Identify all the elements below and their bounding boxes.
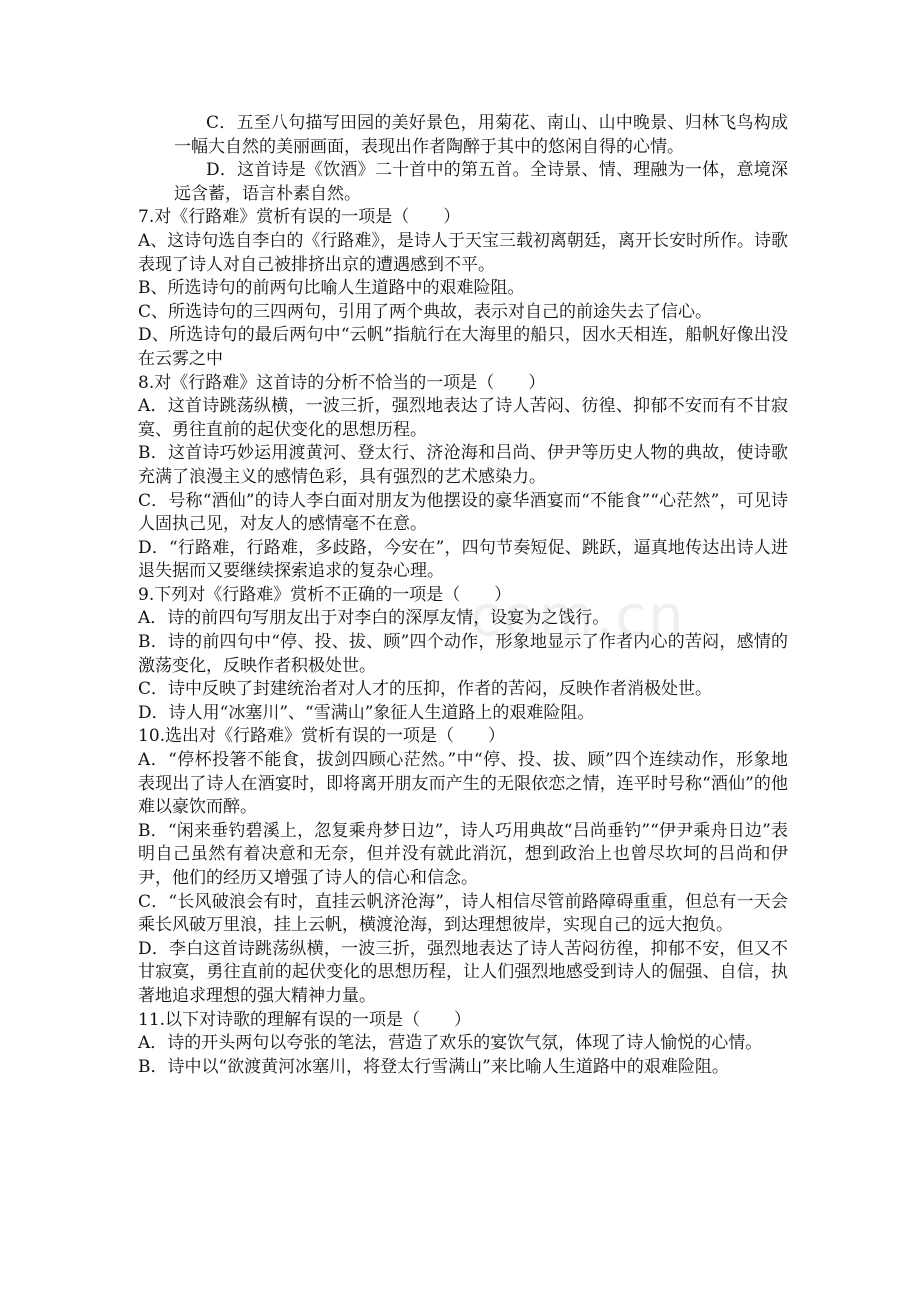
question-7-option-c: C、所选诗句的三四两句，引用了两个典故，表示对自己的前途失去了信心。 (138, 301, 713, 322)
question-10-option-d: D．李白这首诗跳荡纵横，一波三折，强烈地表达了诗人苦闷彷徨，抑郁不安，但又不甘寂寞，勇往直前的起伏变化的思想历程，让人们强烈地感受到诗人的倔强、自信，执著地追求理想的强大精神力量。 (138, 938, 788, 1006)
question-9-option-b: B．诗的前四句中“停、投、拔、顾”四个动作，形象地显示了作者内心的苦闷，感情的激荡变化，反映作者积极处世。 (138, 632, 788, 676)
question-10-option-a: A．“停杯投箸不能食，拔剑四顾心茫然。”中“停、投、拔、顾”四个连续动作，形象地表现出了诗人在酒宴时，即将离开朋友而产生的无限依恋之情，连平时号称“酒仙”的他难以豪饮而醉。 (138, 750, 788, 818)
question-9-option-a: A．诗的前四句写朋友出于对李白的深厚友情，设宴为之饯行。 (138, 608, 610, 629)
watermark: com.cn (470, 584, 686, 649)
question-7-option-a: A、这诗句选自李白的《行路难》，是诗人于天宝三载初离朝廷，离开长安时所作。诗歌表现了诗人对自己被排挤出京的遭遇感到不平。 (138, 230, 788, 275)
question-10-title: 10.选出对《行路难》赏析有误的一项是（ ） (138, 726, 506, 747)
option-d-paragraph: D．这首诗是《饮酒》二十首中的第五首。全诗景、情、理融为一体，意境深远含蓄，语言朴素自然。 (174, 160, 788, 204)
question-8-option-d: D．“行路难，行路难，多歧路，今安在”，四句节奏短促、跳跃，逼真地传达出诗人进退失据而又要继续探索追求的复杂心理。 (138, 537, 788, 582)
question-9-option-d: D．诗人用“冰塞川”、“雪满山”象征人生道路上的艰难险阻。 (138, 702, 595, 723)
document-content (138, 112, 788, 1079)
question-8-option-c: C．号称“酒仙”的诗人李白面对朋友为他摆设的豪华酒宴而“不能食”“心茫然”，可见诗人固执己见，对友人的感情毫不在意。 (138, 490, 788, 535)
question-10-option-b: B．“闲来垂钓碧溪上，忽复乘舟梦日边”，诗人巧用典故“吕尚垂钓”“伊尹乘舟日边”表明自己虽然有着决意和无奈，但并没有就此消沉，想到政治上也曾尽坎坷的吕尚和伊尹，他们的经历又增强了诗人的信心和信念。 (138, 820, 788, 888)
option-c-paragraph: C．五至八句描写田园的美好景色，用菊花、南山、山中晚景、归林飞鸟构成一幅大自然的美丽画面，表现出作者陶醉于其中的悠闲自得的心情。 (174, 113, 788, 157)
question-8-option-b: B．这首诗巧妙运用渡黄河、登太行、济沧海和吕尚、伊尹等历史人物的典故，使诗歌充满了浪漫主义的感情色彩，具有强烈的艺术感染力。 (138, 443, 788, 487)
question-11-option-b: B．诗中以“欲渡黄河冰塞川，将登太行雪满山”来比喻人生道路中的艰难险阻。 (138, 1056, 729, 1077)
question-11-option-a: A．诗的开头两句以夸张的笔法，营造了欢乐的宴饮气氛，体现了诗人愉悦的心情。 (138, 1033, 763, 1054)
question-11-title: 11.以下对诗歌的理解有误的一项是（ ） (138, 1009, 472, 1030)
question-7-title: 7.对《行路难》赏析有误的一项是（ ） (138, 207, 461, 228)
question-10-option-c: C．“长风破浪会有时，直挂云帆济沧海”，诗人相信尽管前路障碍重重，但总有一天会乘长风破万里浪，挂上云帆，横渡沧海，到达理想彼岸，实现自己的远大抱负。 (138, 891, 788, 936)
question-9-title: 9.下列对《行路难》赏析不正确的一项是（ ） (138, 584, 512, 605)
question-8-option-a: A．这首诗跳荡纵横，一波三折，强烈地表达了诗人苦闷、彷徨、抑郁不安而有不甘寂寞、勇往直前的起伏变化的思想历程。 (138, 396, 788, 440)
question-7-option-b: B、所选诗句的前两句比喻人生道路中的艰难险阻。 (138, 278, 525, 299)
question-9-option-c: C．诗中反映了封建统治者对人才的压抑，作者的苦闷，反映作者消极处世。 (138, 679, 713, 700)
question-7-option-d: D、所选诗句的最后两句中“云帆”指航行在大海里的船只，因水天相连，船帆好像出没在云雾之中 (138, 325, 788, 369)
question-8-title: 8.对《行路难》这首诗的分析不恰当的一项是（ ） (138, 372, 546, 393)
